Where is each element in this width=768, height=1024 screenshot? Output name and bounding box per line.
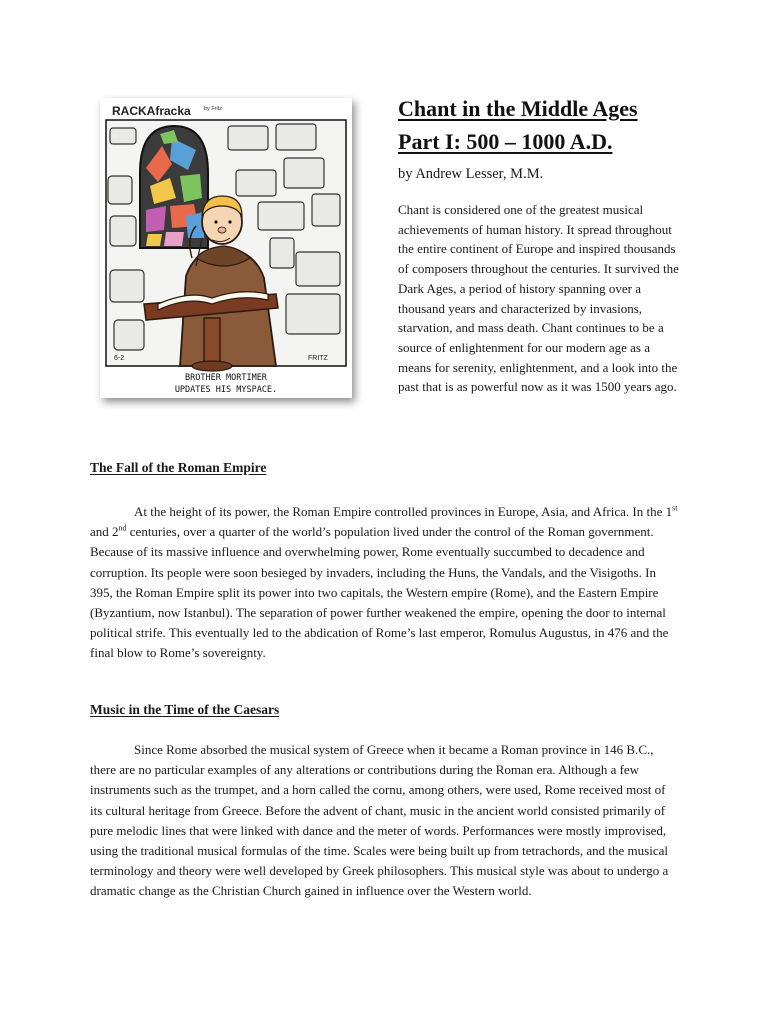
paragraph-text: At the height of its power, the Roman Empire controlled provinces in Europe, Asia, and Africa. In the 1	[134, 504, 673, 519]
cartoon-caption-line2: UPDATES HIS MYSPACE.	[174, 385, 278, 395]
title-block	[398, 92, 698, 184]
stained-glass-window	[140, 126, 208, 248]
section-paragraph-fall-of-rome	[90, 502, 680, 664]
ordinal-suffix: nd	[118, 523, 127, 533]
cartoon-caption-line1: BROTHER MORTIMER	[185, 373, 267, 383]
intro-paragraph: Chant is considered one of the greatest musical achievements of human history. It spread throughout the entire continent of Europe and inspired thousands of composers throughout the centuries. It survived the Dark Ages, a period of history spanning over a thousand years and characterized by invasions, starvation, and mass death. Chant continues to be a source of enlightenment for our modern age as a means for serenity, enlightenment, and a look into the past that is as powerful now as it was 1500 years ago.	[398, 202, 679, 395]
cartoon-brand: RACKAfracka	[112, 104, 191, 118]
ordinal-suffix: st	[672, 503, 678, 513]
paragraph-text: centuries, over a quarter of the world’s population lived under the control of the Roman government. Because of its massive influence and overwhelming power, Rome eventually succumbed to decadence and corruption. Its people were soon besieged by invaders, including the Huns, the Vandals, and the Visigoths. In 395, the Roman Empire split its power into two capitals, the Western empire (Rome), and the Eastern Empire (Byzantium, now Istanbul). The separation of power further weakened the empire, opening the door to internal political strife. This eventually led to the abdication of Rome’s last emperor, Romulus Augustus, in 476 and the final blow to Rome’s sovereignty.	[90, 524, 669, 661]
cartoon-signature: FRITZ	[308, 355, 328, 362]
paragraph-text: and 2	[90, 524, 119, 540]
section-heading-music-caesars: Music in the Time of the Caesars	[90, 702, 280, 717]
cartoon-illustration	[100, 98, 352, 398]
section-heading-fall-of-rome: The Fall of the Roman Empire	[90, 460, 267, 475]
page-title: Chant in the Middle Ages	[398, 96, 638, 121]
author-byline: by Andrew Lesser, M.M.	[398, 166, 544, 182]
page-subtitle: Part I: 500 – 1000 A.D.	[398, 129, 613, 154]
cartoon-brand-small: by Fritz	[204, 106, 223, 112]
section-paragraph-music-caesars: Since Rome absorbed the musical system of Greece when it became a Roman province in 146 B.C., there are no particular examples of any alterations or contributions during the Roman era. Although a few instruments such as the trumpet, and a horn called the cornu, among others, were used, Rome received most of its cultural heritage from Greece. Before the advent of chant, music in the ancient world consisted primarily of pure melodic lines that were linked with dance and the meter of words. Performances were mostly improvised, using the traditional musical formulas of the time. Scales were being built up from tetrachords, and the musical terminology and theory were well developed by Greek philosophers. This musical style was about to undergo a dramatic change as the Christian Church gained in influence over the Western world.	[90, 742, 669, 899]
cartoon-date-mark: 6-2	[114, 355, 125, 362]
